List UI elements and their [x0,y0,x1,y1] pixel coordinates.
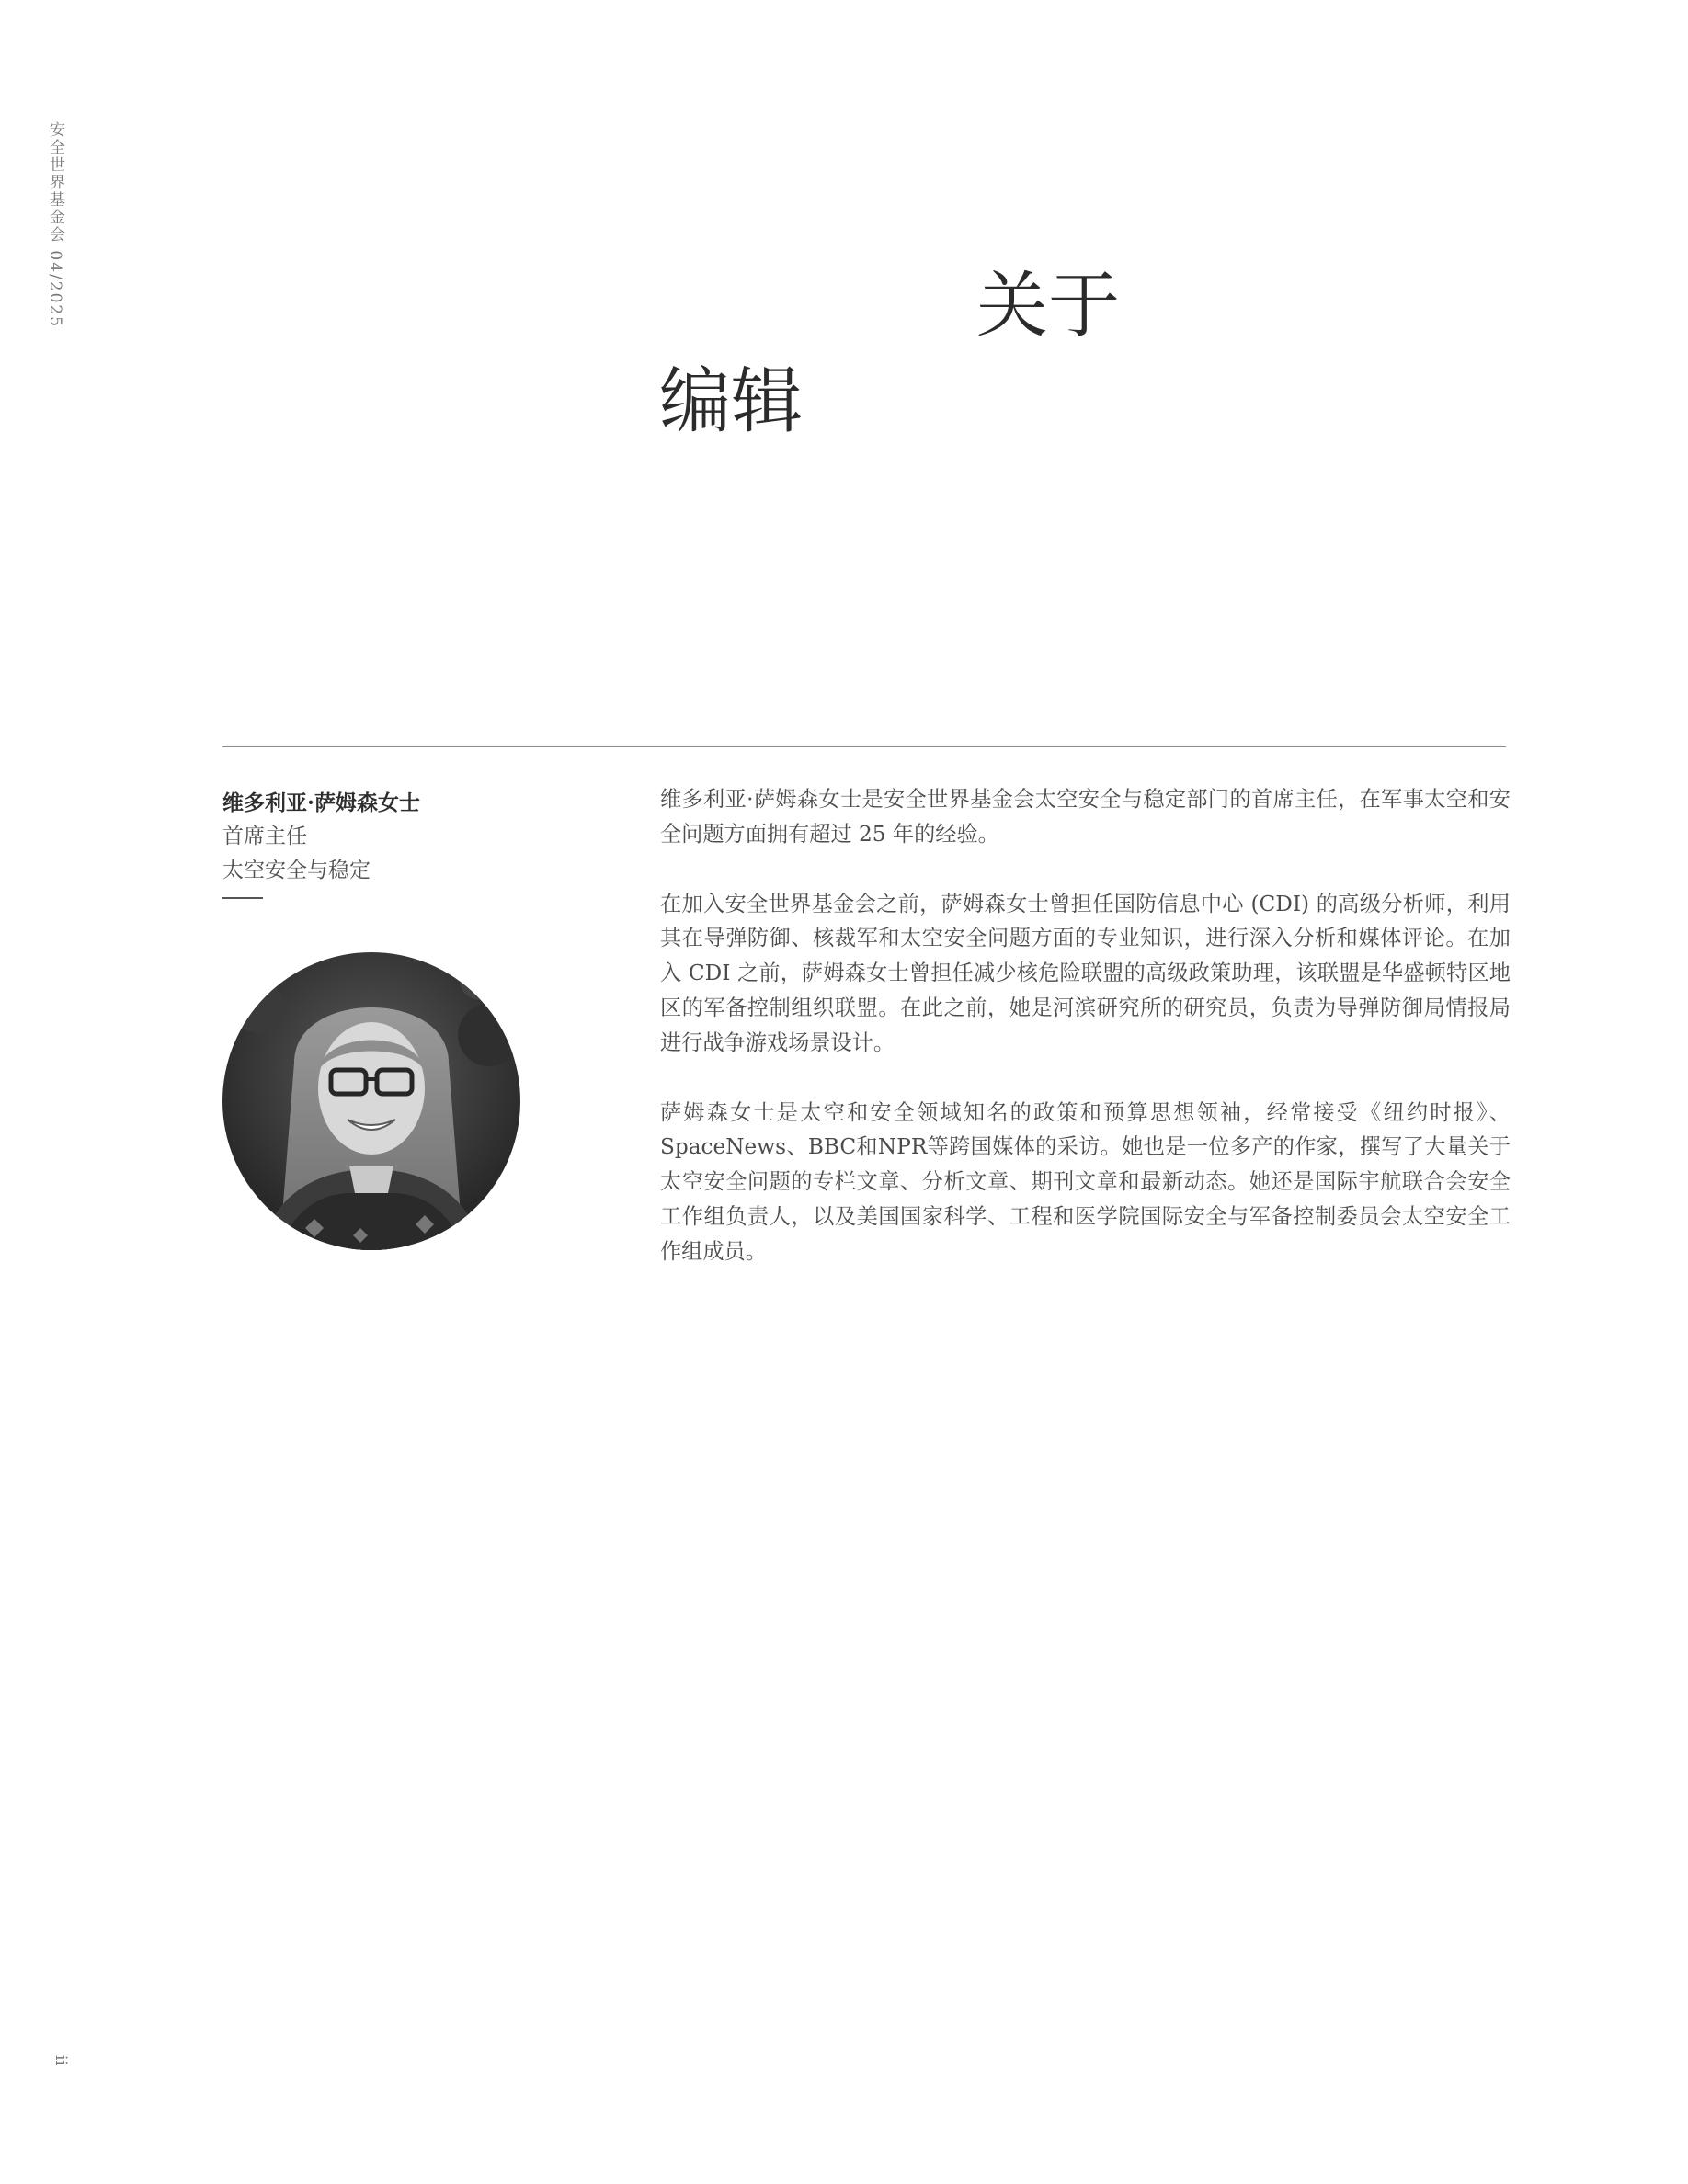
page-title-line-1: 关于 [976,265,1121,347]
biography [660,782,1511,1304]
page-number: ii [51,2055,70,2065]
bio-paragraph-3: 萨姆森女士是太空和安全领域知名的政策和预算思想领袖，经常接受《纽约时报》、SpaceNews、BBC和NPR等跨国媒体的采访。她也是一位多产的作家，撰写了大量关于太空安全问题的专栏文章、分析文章、期刊文章和最新动态。她还是国际宇航联合会安全工作组负责人，以及美国国家科学、工程和医学院国际安全与军备控制委员会太空安全工作组成员。 [660,1099,1511,1264]
profile-role-department: 太空安全与稳定 [222,859,371,882]
page-title-line-2: 编辑 [659,360,804,443]
bio-paragraph-1: 维多利亚·萨姆森女士是安全世界基金会太空安全与稳定部门的首席主任，在军事太空和安全问题方面拥有超过 25 年的经验。 [660,787,1511,847]
profile-short-rule [222,897,263,899]
profile-name: 维多利亚·萨姆森女士 [222,791,421,815]
profile-role-title: 首席主任 [222,825,307,848]
running-head: 安全世界基金会 04/2025 [46,121,64,329]
portrait-photo [222,952,520,1250]
section-divider [222,746,1506,747]
profile-block [222,786,609,899]
bio-paragraph-2: 在加入安全世界基金会之前，萨姆森女士曾担任国防信息中心 (CDI) 的高级分析师，利用其在导弹防御、核裁军和太空安全问题方面的专业知识，进行深入分析和媒体评论。在加入 CDI 之前，萨姆森女士曾担任减少核危险联盟的高级政策助理，该联盟是华盛顿特区地区的军备控制组织联盟。在此之前，她是河滨研究所的研究员，负责为导弹防御局情报局进行战争游戏场景设计。 [660,891,1511,1055]
